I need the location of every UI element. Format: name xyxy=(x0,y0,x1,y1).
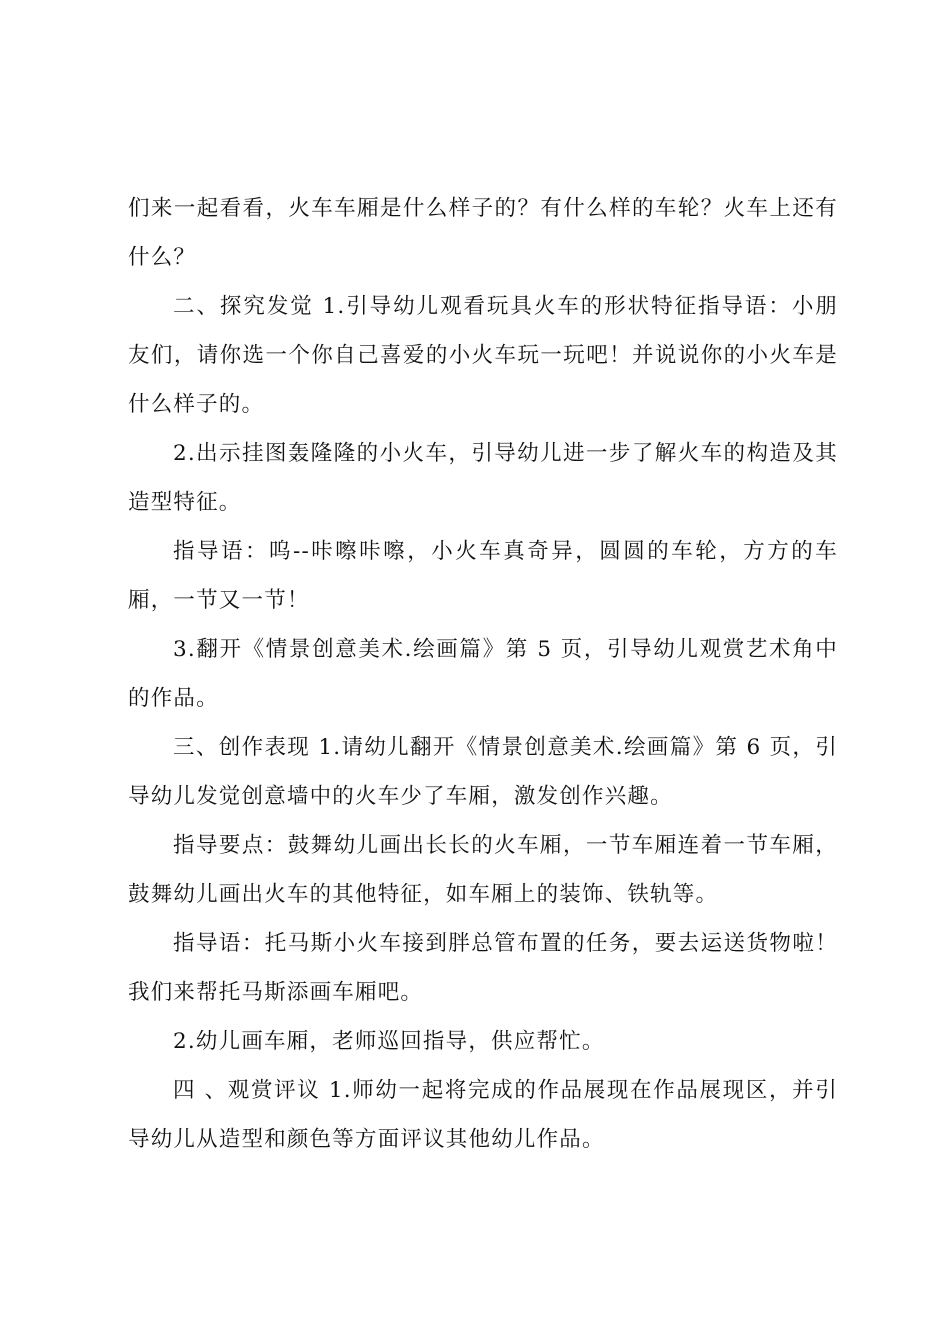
paragraph-guide-words-2: 指导语：托马斯小火车接到胖总管布置的任务，要去运送货物啦！我们来帮托马斯添画车厢吧。 xyxy=(128,931,838,1005)
paragraph-guide-words-1: 指导语：呜--咔嚓咔嚓，小火车真奇异，圆圆的车轮，方方的车厢，一节又一节！ xyxy=(128,539,838,613)
paragraph-section-2-step-1: 二、探究发觉 1.引导幼儿观看玩具火车的形状特征指导语：小朋友们，请你选一个你自己喜爱的小火车玩一玩吧！并说说你的小火车是什么样子的。 xyxy=(128,294,838,417)
paragraph-section-3-step-2: 2.幼儿画车厢，老师巡回指导，供应帮忙。 xyxy=(173,1029,605,1054)
paragraph-section-4-step-1: 四 、观赏评议 1.师幼一起将完成的作品展现在作品展现区，并引导幼儿从造型和颜色等方面评议其他幼儿作品。 xyxy=(128,1078,838,1152)
paragraph-continuation: 们来一起看看，火车车厢是什么样子的？有什么样的车轮？火车上还有什么？ xyxy=(128,196,838,270)
paragraph-step-2: 2.出示挂图轰隆隆的小火车，引导幼儿进一步了解火车的构造及其造型特征。 xyxy=(128,441,838,515)
paragraph-guide-points: 指导要点：鼓舞幼儿画出长长的火车厢，一节车厢连着一节车厢，鼓舞幼儿画出火车的其他特征，如车厢上的装饰、铁轨等。 xyxy=(128,833,838,907)
paragraph-section-3-step-1: 三、创作表现 1.请幼儿翻开《情景创意美术.绘画篇》第 6 页，引导幼儿发觉创意墙中的火车少了车厢，激发创作兴趣。 xyxy=(128,735,838,809)
paragraph-step-3: 3.翻开《情景创意美术.绘画篇》第 5 页，引导幼儿观赏艺术角中的作品。 xyxy=(128,637,838,711)
